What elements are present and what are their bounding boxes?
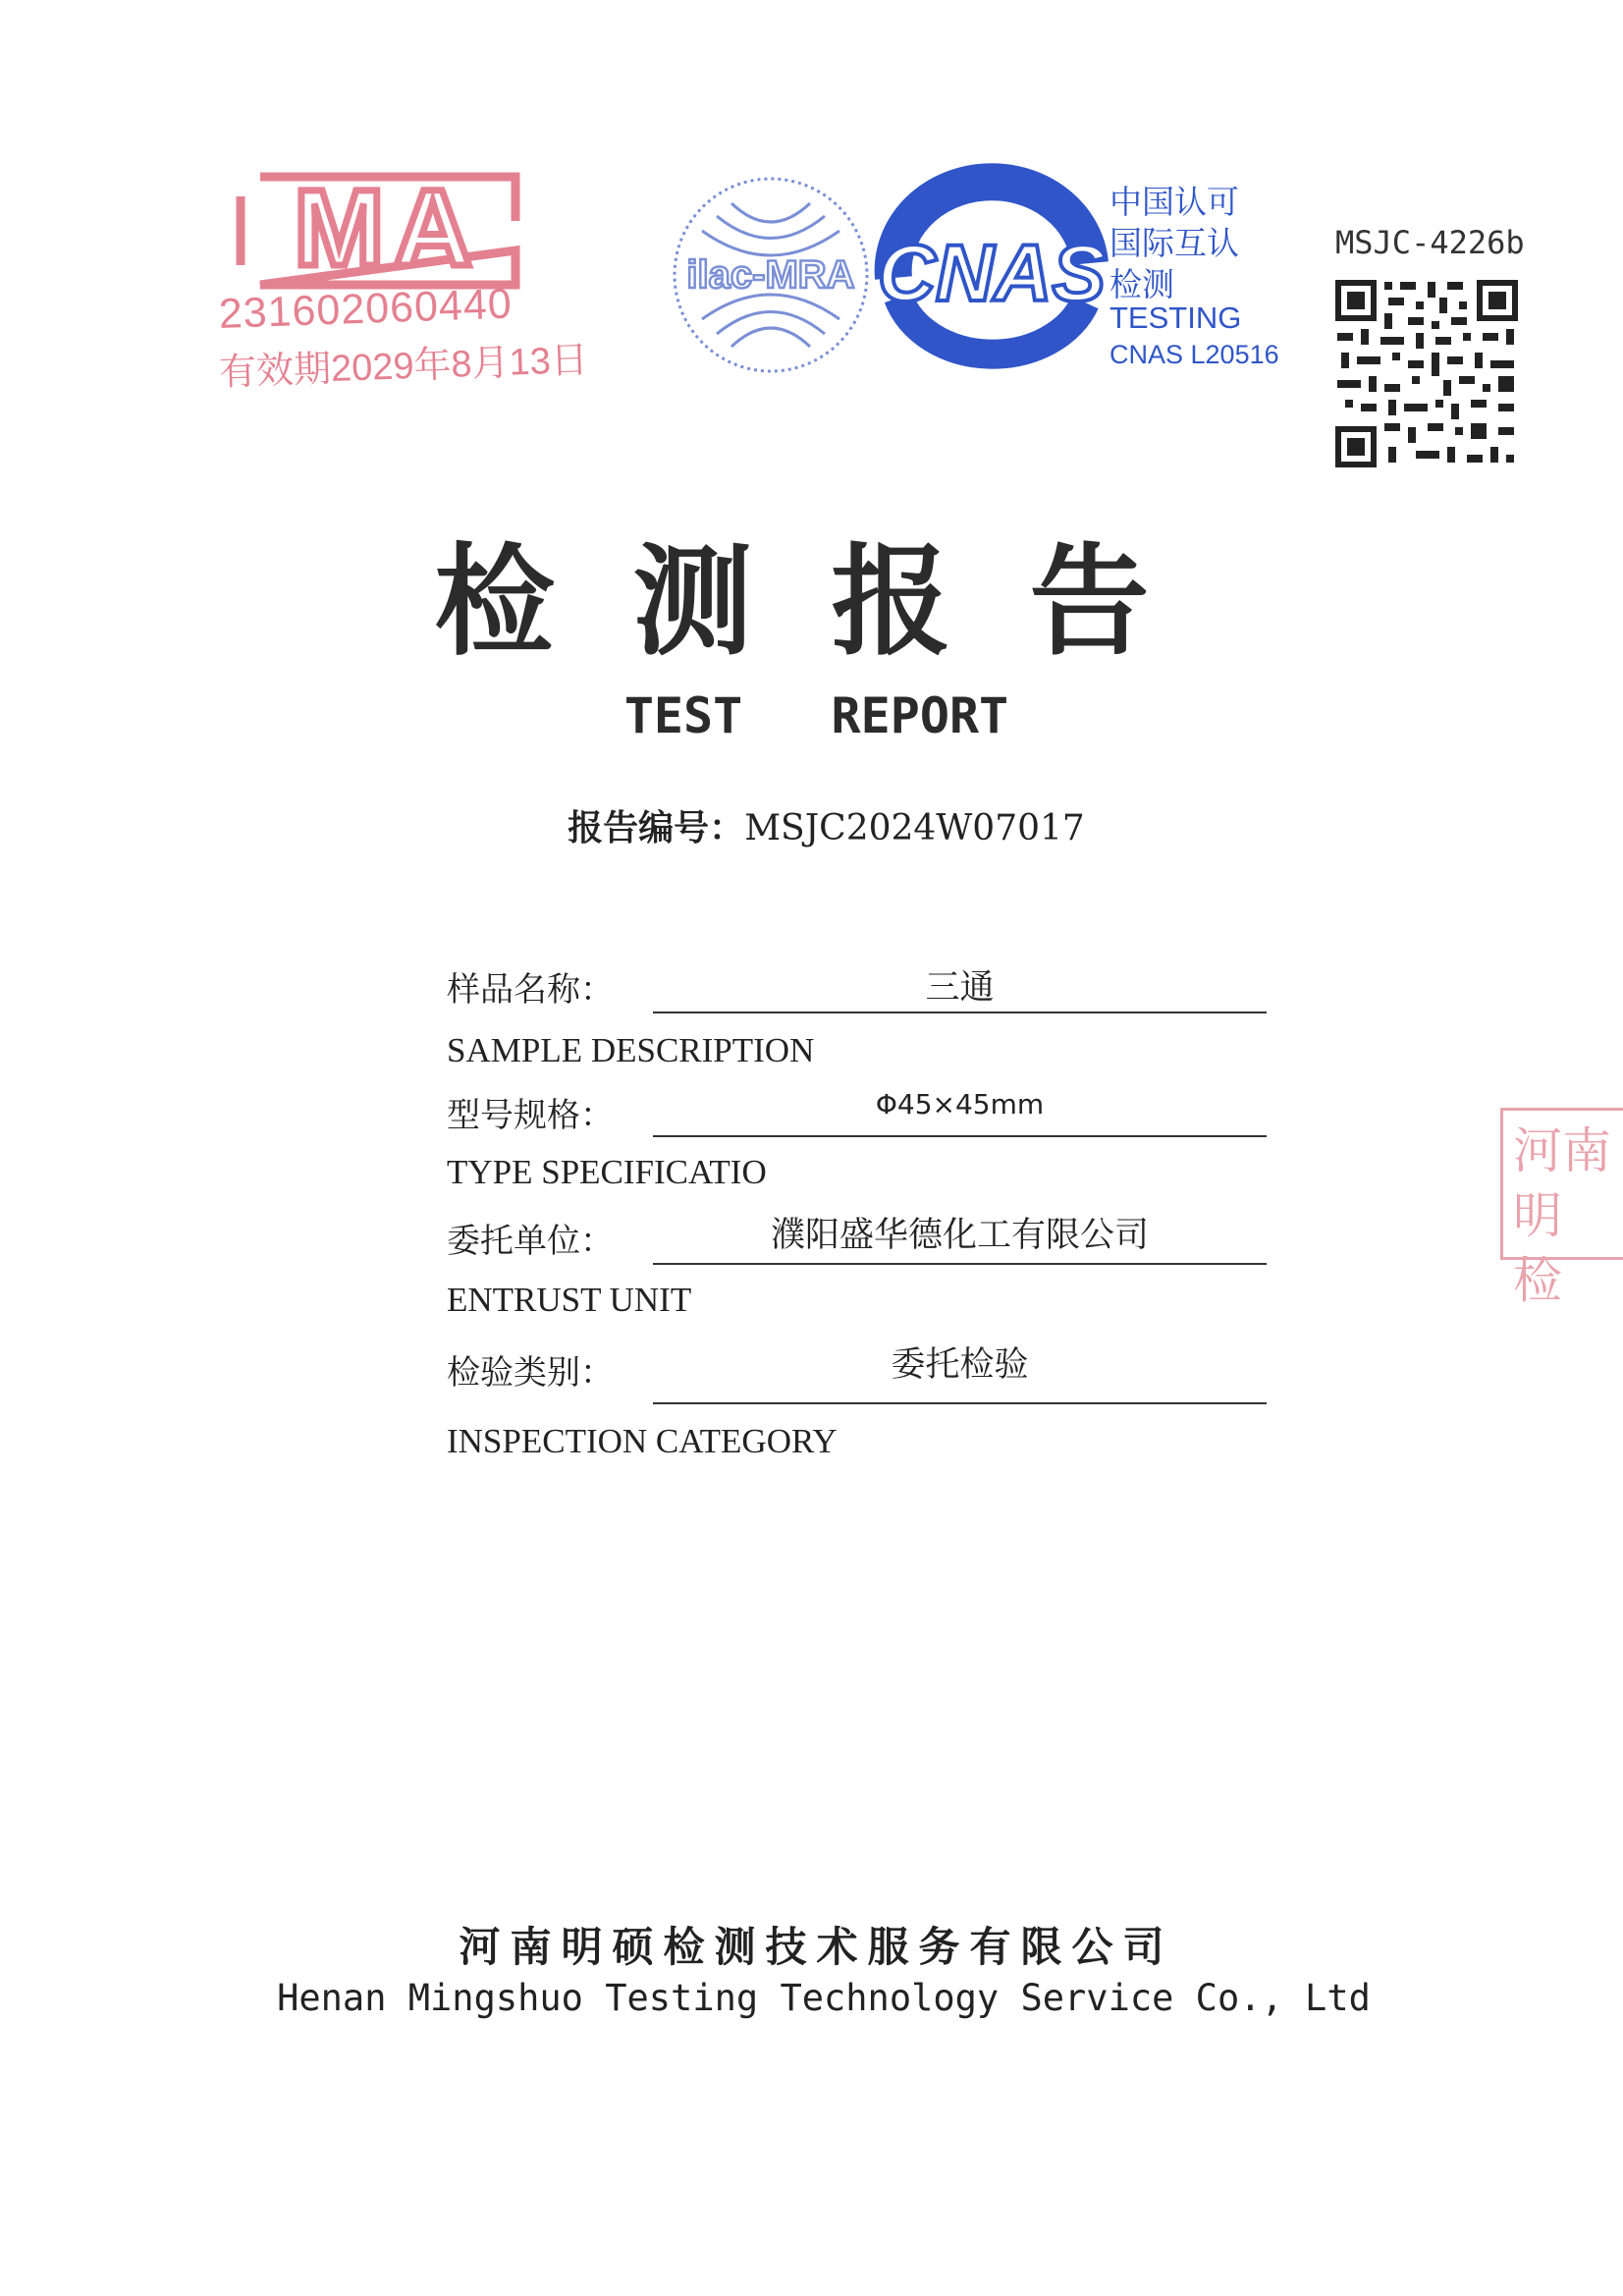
sample-name-underline <box>653 1011 1267 1013</box>
inspection-category-label: 检验类别： <box>447 1353 614 1393</box>
report-title-cn: 检测报告 <box>434 532 1228 672</box>
model-spec-value: Φ45×45mm <box>875 1088 1045 1121</box>
cma-certificate-number: 231602060440 <box>218 280 514 338</box>
report-number-value: MSJC2024W07017 <box>744 808 1085 848</box>
cma-validity-date: 有效期2029年8月13日 <box>218 339 589 394</box>
cnas-line-4: TESTING <box>1109 301 1242 335</box>
cnas-line-5: CNAS L20516 <box>1109 340 1279 369</box>
sample-name-label-en: SAMPLE DESCRIPTION <box>447 1031 815 1069</box>
cma-mark-text: MA <box>294 168 482 289</box>
report-number <box>0 800 1623 850</box>
company-name-en: Henan Mingshuo Testing Technology Service Co., Ltd <box>277 1977 1371 2019</box>
cnas-line-2: 国际互认 <box>1109 224 1239 262</box>
qr-code-icon <box>1333 278 1520 469</box>
model-spec-label-en: TYPE SPECIFICATIO <box>447 1153 767 1191</box>
form-code: MSJC-4226b <box>1335 224 1525 261</box>
entrust-unit-label-en: ENTRUST UNIT <box>447 1281 692 1319</box>
report-title-en: TEST REPORT <box>623 687 1009 744</box>
side-seal-stamp <box>1500 1108 1623 1309</box>
inspection-category-value: 委托检验 <box>891 1345 1029 1385</box>
ilac-mra-logo <box>668 172 874 378</box>
company-name-cn: 河南明硕检测技术服务有限公司 <box>459 1923 1174 1971</box>
cnas-line-3: 检测 <box>1109 265 1174 303</box>
inspection-category-underline <box>653 1402 1267 1404</box>
ilac-mra-text: ilac-MRA <box>686 253 855 297</box>
model-spec-label: 型号规格： <box>447 1096 614 1135</box>
report-number-label: 报告编号： <box>568 808 745 848</box>
model-spec-underline <box>653 1135 1267 1137</box>
entrust-unit-label: 委托单位： <box>447 1222 614 1261</box>
cnas-line-1: 中国认可 <box>1109 183 1239 221</box>
sample-name-label: 样品名称： <box>447 970 614 1010</box>
cnas-logo <box>874 185 1109 371</box>
sample-name-value: 三通 <box>925 968 995 1008</box>
cnas-mark-text: CNAS <box>877 229 1107 318</box>
entrust-unit-value: 濮阳盛华德化工有限公司 <box>770 1216 1149 1255</box>
entrust-unit-underline <box>653 1263 1267 1265</box>
side-seal-text: 河南明 检 <box>1513 1122 1611 1309</box>
inspection-category-label-en: INSPECTION CATEGORY <box>447 1422 838 1460</box>
